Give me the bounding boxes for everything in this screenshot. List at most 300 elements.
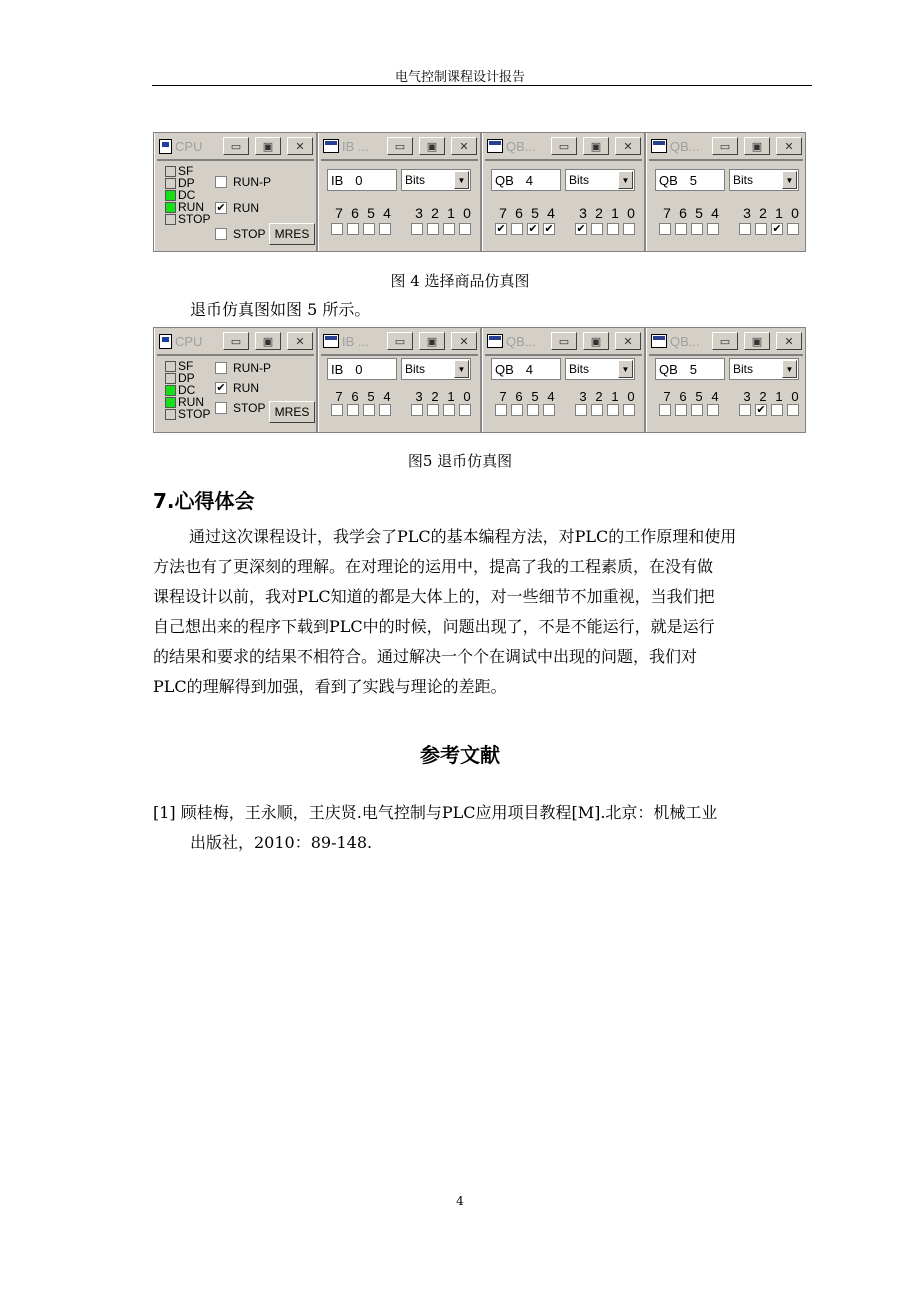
minimize-button[interactable] — [387, 332, 413, 350]
bit-number: 0 — [463, 205, 471, 221]
bit-cell — [409, 223, 425, 235]
mode-checkbox[interactable]: ✔ — [216, 202, 226, 214]
chevron-down-icon[interactable]: ▼ — [618, 360, 633, 378]
bit-cell — [425, 404, 441, 416]
memory-title: QB... — [670, 138, 700, 154]
header-rule — [152, 85, 812, 86]
bit-gap — [393, 404, 409, 416]
bit-cell — [573, 404, 589, 416]
mode-run-option[interactable] — [215, 378, 271, 398]
body-line: 的结果和要求的结果不相符合。通过解决一个个在调试中出现的问题，我们对 — [153, 647, 698, 666]
mode-checkbox[interactable] — [215, 402, 227, 414]
led-stop-indicator — [165, 409, 176, 420]
format-select[interactable] — [401, 358, 471, 380]
memory-panel-qb-5 — [646, 133, 805, 251]
format-select[interactable] — [565, 169, 635, 191]
bit-6-checkbox[interactable] — [511, 223, 523, 235]
index-label: 4 — [525, 361, 534, 377]
bit-cell — [785, 223, 801, 235]
led-row — [165, 213, 210, 225]
cpu-title: CPU — [175, 333, 203, 349]
bit-numbers — [659, 389, 803, 404]
chevron-down-icon[interactable]: ▼ — [454, 360, 469, 378]
format-value: Bits — [733, 173, 754, 187]
close-button[interactable] — [287, 137, 313, 155]
memory-body — [649, 159, 803, 249]
minimize-icon: ▭ — [394, 140, 406, 153]
mode-label: RUN-P — [233, 361, 271, 375]
bit-cell — [525, 404, 541, 416]
bit-cell — [769, 404, 785, 416]
bit-number: 2 — [595, 389, 603, 404]
bit-number: 5 — [367, 205, 375, 221]
close-button[interactable] — [776, 137, 802, 155]
close-button[interactable] — [451, 332, 477, 350]
led-label: RUN — [178, 200, 204, 214]
led-dc-indicator — [165, 385, 176, 396]
address-row — [327, 358, 471, 380]
bit-number: 6 — [351, 205, 359, 221]
bit-1-checkbox[interactable] — [771, 404, 783, 416]
close-icon: ✕ — [623, 140, 633, 153]
bit-number: 6 — [515, 205, 523, 221]
mode-run-option[interactable] — [215, 195, 271, 221]
bit-number: 3 — [415, 205, 423, 221]
maximize-icon: ▣ — [262, 335, 274, 348]
led-label: DP — [178, 371, 195, 385]
bit-number: 2 — [431, 389, 439, 404]
led-run-indicator — [165, 397, 176, 408]
plc-simulator-fig5 — [153, 327, 806, 433]
index-label: 4 — [525, 172, 534, 188]
bit-6-checkbox[interactable] — [347, 404, 359, 416]
bit-5-checkbox[interactable] — [691, 404, 703, 416]
bit-0-checkbox[interactable] — [459, 404, 471, 416]
bit-3-checkbox[interactable] — [739, 223, 751, 235]
bit-cell — [689, 404, 705, 416]
bit-cell — [673, 404, 689, 416]
close-button[interactable] — [451, 137, 477, 155]
bit-5-checkbox[interactable] — [363, 223, 375, 235]
address-field[interactable] — [655, 169, 725, 191]
bit-cell — [345, 223, 361, 235]
cpu-modes — [215, 169, 271, 247]
page-number: 4 — [456, 1194, 464, 1208]
mode-label: STOP — [233, 401, 266, 415]
bit-numbers — [495, 389, 639, 404]
bit-cell — [525, 223, 541, 235]
led-label: DP — [178, 176, 195, 190]
bit-number: 7 — [335, 389, 343, 404]
bit-cell — [457, 223, 473, 235]
close-icon: ✕ — [459, 140, 469, 153]
led-dp-indicator — [165, 373, 176, 384]
memory-title: QB... — [506, 138, 536, 154]
maximize-button[interactable] — [255, 332, 281, 350]
area-label: IB — [331, 172, 344, 188]
mode-checkbox[interactable]: ✔ — [216, 382, 226, 394]
bit-cell — [589, 223, 605, 235]
chevron-down-icon[interactable]: ▼ — [454, 171, 469, 189]
cpu-body — [157, 159, 314, 249]
format-select[interactable] — [401, 169, 471, 191]
address-row — [491, 169, 635, 191]
maximize-button[interactable] — [419, 137, 445, 155]
bit-5-checkbox[interactable] — [691, 223, 703, 235]
bit-1-checkbox[interactable] — [443, 223, 455, 235]
led-label: STOP — [178, 212, 211, 226]
bit-cell — [589, 404, 605, 416]
bit-number: 7 — [335, 205, 343, 221]
bit-4-checkbox[interactable]: ✔ — [544, 223, 554, 235]
bit-cell — [753, 404, 769, 416]
bit-7-checkbox[interactable] — [495, 404, 507, 416]
minimize-button[interactable] — [551, 332, 577, 350]
memory-window-icon — [487, 139, 503, 153]
address-field[interactable] — [327, 169, 397, 191]
section-7-title: 7.心得体会 — [153, 489, 255, 513]
maximize-button[interactable] — [583, 137, 609, 155]
bit-2-checkbox[interactable]: ✔ — [756, 404, 766, 416]
close-icon: ✕ — [295, 140, 305, 153]
memory-title: QB... — [670, 333, 700, 349]
bit-3-checkbox[interactable] — [575, 404, 587, 416]
led-dp-indicator — [165, 178, 176, 189]
bit-cell — [621, 223, 637, 235]
minimize-icon: ▭ — [719, 140, 731, 153]
bit-number: 6 — [679, 389, 687, 404]
bit-number: 5 — [531, 389, 539, 404]
mode-run-p-option[interactable] — [215, 358, 271, 378]
memory-titlebar — [319, 133, 480, 159]
bit-number: 1 — [611, 205, 619, 221]
format-value: Bits — [569, 173, 590, 187]
cpu-modes — [215, 358, 271, 418]
bit-7-checkbox[interactable] — [331, 223, 343, 235]
mres-button[interactable]: MRES — [269, 223, 315, 245]
bit-cell — [441, 223, 457, 235]
format-select[interactable] — [565, 358, 635, 380]
bit-gap — [723, 389, 739, 404]
minimize-button[interactable] — [712, 137, 738, 155]
references-title: 参考文献 — [420, 743, 500, 767]
address-field[interactable] — [655, 358, 725, 380]
bit-2-checkbox[interactable] — [427, 223, 439, 235]
bit-number: 1 — [775, 205, 783, 221]
bit-number: 6 — [351, 389, 359, 404]
minimize-button[interactable] — [223, 137, 249, 155]
bit-4-checkbox[interactable] — [379, 404, 391, 416]
mode-label: STOP — [233, 227, 266, 241]
led-label: DC — [178, 188, 196, 202]
minimize-button[interactable] — [712, 332, 738, 350]
bit-3-checkbox[interactable] — [411, 404, 423, 416]
bit-cell — [377, 404, 393, 416]
bit-3-checkbox[interactable] — [411, 223, 423, 235]
bit-cell — [409, 404, 425, 416]
memory-titlebar — [483, 328, 644, 354]
body-line: 通过这次课程设计，我学会了PLC的基本编程方法，对PLC的工作原理和使用 — [189, 527, 737, 546]
bit-number: 2 — [759, 389, 767, 404]
format-value: Bits — [405, 173, 426, 187]
chevron-down-icon[interactable]: ▼ — [618, 171, 633, 189]
bit-numbers — [495, 205, 639, 221]
bit-cell — [361, 404, 377, 416]
bit-number: 6 — [515, 389, 523, 404]
bit-7-checkbox[interactable] — [659, 223, 671, 235]
bit-gap — [559, 389, 575, 404]
memory-titlebar — [483, 133, 644, 159]
cpu-panel — [154, 133, 318, 251]
bit-cell — [689, 223, 705, 235]
led-sf-indicator — [165, 166, 176, 177]
address-row — [655, 358, 799, 380]
close-icon: ✕ — [784, 140, 794, 153]
bit-6-checkbox[interactable] — [675, 404, 687, 416]
led-label: STOP — [178, 407, 211, 421]
bit-number: 2 — [595, 205, 603, 221]
memory-panel-qb-4 — [482, 133, 646, 251]
bit-number: 3 — [743, 205, 751, 221]
close-icon: ✕ — [623, 335, 633, 348]
bit-cell — [657, 404, 673, 416]
mode-checkbox[interactable] — [215, 176, 227, 188]
address-field[interactable] — [491, 358, 561, 380]
area-label: IB — [331, 361, 344, 377]
maximize-icon: ▣ — [590, 140, 602, 153]
bit-cell — [605, 223, 621, 235]
body-line: 自己想出来的程序下载到PLC中的时候，问题出现了，不是不能运行，就是运行 — [153, 617, 715, 636]
close-button[interactable] — [287, 332, 313, 350]
format-select[interactable] — [729, 169, 799, 191]
bit-0-checkbox[interactable] — [623, 223, 635, 235]
bit-2-checkbox[interactable] — [427, 404, 439, 416]
cpu-titlebar — [155, 133, 316, 159]
bit-cell — [541, 223, 557, 235]
memory-body — [485, 354, 642, 430]
address-field[interactable] — [327, 358, 397, 380]
cpu-leds — [165, 165, 210, 225]
minimize-icon: ▭ — [558, 335, 570, 348]
body-line: 方法也有了更深刻的理解。在对理论的运用中，提高了我的工程素质，在没有做 — [153, 557, 714, 576]
minimize-button[interactable] — [551, 137, 577, 155]
mode-stop-option[interactable] — [215, 398, 271, 418]
reference-1-line-1: [1] 顾桂梅，王永顺，王庆贤.电气控制与PLC应用项目教程[M].北京：机械工业 — [153, 803, 718, 822]
bit-cell — [785, 404, 801, 416]
bit-5-checkbox[interactable] — [363, 404, 375, 416]
area-label: QB — [495, 361, 514, 377]
maximize-button[interactable] — [583, 332, 609, 350]
close-icon: ✕ — [459, 335, 469, 348]
bit-3-checkbox[interactable] — [739, 404, 751, 416]
memory-panel-ib-0 — [318, 133, 482, 251]
bit-7-checkbox[interactable] — [659, 404, 671, 416]
led-label: SF — [178, 359, 194, 373]
body-line: 课程设计以前，我对PLC知道的都是大体上的，对一些细节不加重视，当我们把 — [153, 587, 715, 606]
bit-numbers — [659, 205, 803, 221]
bit-cell — [377, 223, 393, 235]
bit-checkboxes — [493, 404, 637, 416]
bit-6-checkbox[interactable] — [675, 223, 687, 235]
memory-body — [649, 354, 803, 430]
figure-5-caption: 图5 退币仿真图 — [407, 452, 513, 470]
bit-cell — [329, 404, 345, 416]
bit-checkboxes — [493, 223, 637, 235]
address-row — [655, 169, 799, 191]
chevron-down-icon[interactable]: ▼ — [782, 360, 797, 378]
memory-panel-qb-4 — [482, 328, 646, 432]
bit-cell — [737, 223, 753, 235]
maximize-button[interactable] — [255, 137, 281, 155]
bit-0-checkbox[interactable] — [787, 223, 799, 235]
maximize-button[interactable] — [744, 137, 770, 155]
mode-label: RUN — [233, 201, 259, 215]
memory-window-icon — [487, 334, 503, 348]
close-button[interactable] — [615, 137, 641, 155]
led-label: RUN — [178, 395, 204, 409]
page-header: 电气控制课程设计报告 — [394, 70, 525, 85]
maximize-button[interactable] — [419, 332, 445, 350]
mres-button[interactable]: MRES — [269, 401, 315, 423]
fig5-intro-text: 退币仿真图如图 5 所示。 — [190, 300, 371, 319]
bit-cell — [573, 223, 589, 235]
address-field[interactable] — [491, 169, 561, 191]
bit-6-checkbox[interactable] — [511, 404, 523, 416]
cpu-title: CPU — [175, 138, 203, 154]
memory-window-icon — [651, 139, 667, 153]
close-button[interactable] — [615, 332, 641, 350]
cpu-window-icon — [159, 334, 172, 349]
bit-number: 1 — [611, 389, 619, 404]
bit-2-checkbox[interactable] — [755, 223, 767, 235]
bit-number: 1 — [447, 389, 455, 404]
plc-simulator-fig4 — [153, 132, 806, 252]
bit-cell — [345, 404, 361, 416]
bit-cell — [605, 404, 621, 416]
bit-5-checkbox[interactable]: ✔ — [528, 223, 538, 235]
bit-0-checkbox[interactable] — [459, 223, 471, 235]
bit-checkboxes — [657, 404, 801, 416]
bit-number: 0 — [463, 389, 471, 404]
bit-number: 5 — [367, 389, 375, 404]
bit-cell — [657, 223, 673, 235]
memory-panel-qb-5 — [646, 328, 805, 432]
bit-cell — [493, 223, 509, 235]
led-sf-indicator — [165, 361, 176, 372]
bit-gap — [395, 389, 411, 404]
bit-number: 0 — [627, 389, 635, 404]
bit-cell — [737, 404, 753, 416]
bit-3-checkbox[interactable]: ✔ — [576, 223, 586, 235]
bit-number: 3 — [579, 389, 587, 404]
bit-gap — [393, 223, 409, 235]
bit-4-checkbox[interactable] — [707, 404, 719, 416]
bit-4-checkbox[interactable] — [379, 223, 391, 235]
bit-number: 2 — [759, 205, 767, 221]
bit-number: 4 — [711, 205, 719, 221]
close-icon: ✕ — [784, 335, 794, 348]
mode-checkbox[interactable] — [215, 362, 227, 374]
minimize-button[interactable] — [223, 332, 249, 350]
mode-run-p-option[interactable] — [215, 169, 271, 195]
index-label: 0 — [355, 361, 363, 377]
bit-numbers — [331, 205, 475, 221]
bit-1-checkbox[interactable]: ✔ — [772, 223, 782, 235]
cpu-window-icon — [159, 139, 172, 154]
bit-cell — [493, 404, 509, 416]
mode-checkbox[interactable] — [215, 228, 227, 240]
bit-4-checkbox[interactable] — [707, 223, 719, 235]
figure-4-caption: 图 4 选择商品仿真图 — [390, 272, 530, 290]
cpu-titlebar — [155, 328, 316, 354]
chevron-down-icon[interactable]: ▼ — [782, 171, 797, 189]
bit-1-checkbox[interactable] — [607, 223, 619, 235]
bit-number: 4 — [547, 389, 555, 404]
bit-number: 0 — [791, 205, 799, 221]
bit-number: 3 — [579, 205, 587, 221]
bit-cell — [509, 223, 525, 235]
bit-cell — [769, 223, 785, 235]
maximize-icon: ▣ — [426, 140, 438, 153]
bit-0-checkbox[interactable] — [787, 404, 799, 416]
memory-titlebar — [319, 328, 480, 354]
bit-4-checkbox[interactable] — [543, 404, 555, 416]
bit-cell — [673, 223, 689, 235]
bit-gap — [557, 404, 573, 416]
minimize-button[interactable] — [387, 137, 413, 155]
maximize-icon: ▣ — [426, 335, 438, 348]
format-value: Bits — [733, 362, 754, 376]
mode-stop-option[interactable] — [215, 221, 271, 247]
minimize-icon: ▭ — [230, 335, 242, 348]
close-icon: ✕ — [295, 335, 305, 348]
minimize-icon: ▭ — [230, 140, 242, 153]
bit-6-checkbox[interactable] — [347, 223, 359, 235]
bit-number: 1 — [447, 205, 455, 221]
memory-body — [485, 159, 642, 249]
bit-5-checkbox[interactable] — [527, 404, 539, 416]
led-stop-indicator — [165, 214, 176, 225]
bit-cell — [509, 404, 525, 416]
bit-0-checkbox[interactable] — [623, 404, 635, 416]
bit-number: 1 — [775, 389, 783, 404]
close-button[interactable] — [776, 332, 802, 350]
bit-2-checkbox[interactable] — [591, 404, 603, 416]
bit-number: 4 — [383, 205, 391, 221]
bit-cell — [705, 223, 721, 235]
memory-titlebar — [647, 328, 805, 354]
area-label: QB — [659, 361, 678, 377]
bit-1-checkbox[interactable] — [607, 404, 619, 416]
memory-title: IB ... — [342, 333, 369, 349]
bit-number: 4 — [383, 389, 391, 404]
bit-7-checkbox[interactable] — [331, 404, 343, 416]
body-line: PLC的理解得到加强，看到了实践与理论的差距。 — [153, 677, 507, 696]
maximize-icon: ▣ — [751, 335, 763, 348]
section-7-body — [153, 522, 803, 702]
bit-7-checkbox[interactable]: ✔ — [496, 223, 506, 235]
address-row — [327, 169, 471, 191]
bit-number: 5 — [531, 205, 539, 221]
bit-1-checkbox[interactable] — [443, 404, 455, 416]
bit-2-checkbox[interactable] — [591, 223, 603, 235]
memory-body — [321, 159, 478, 249]
index-label: 5 — [689, 361, 698, 377]
bit-number: 4 — [711, 389, 719, 404]
maximize-button[interactable] — [744, 332, 770, 350]
format-select[interactable] — [729, 358, 799, 380]
minimize-icon: ▭ — [719, 335, 731, 348]
